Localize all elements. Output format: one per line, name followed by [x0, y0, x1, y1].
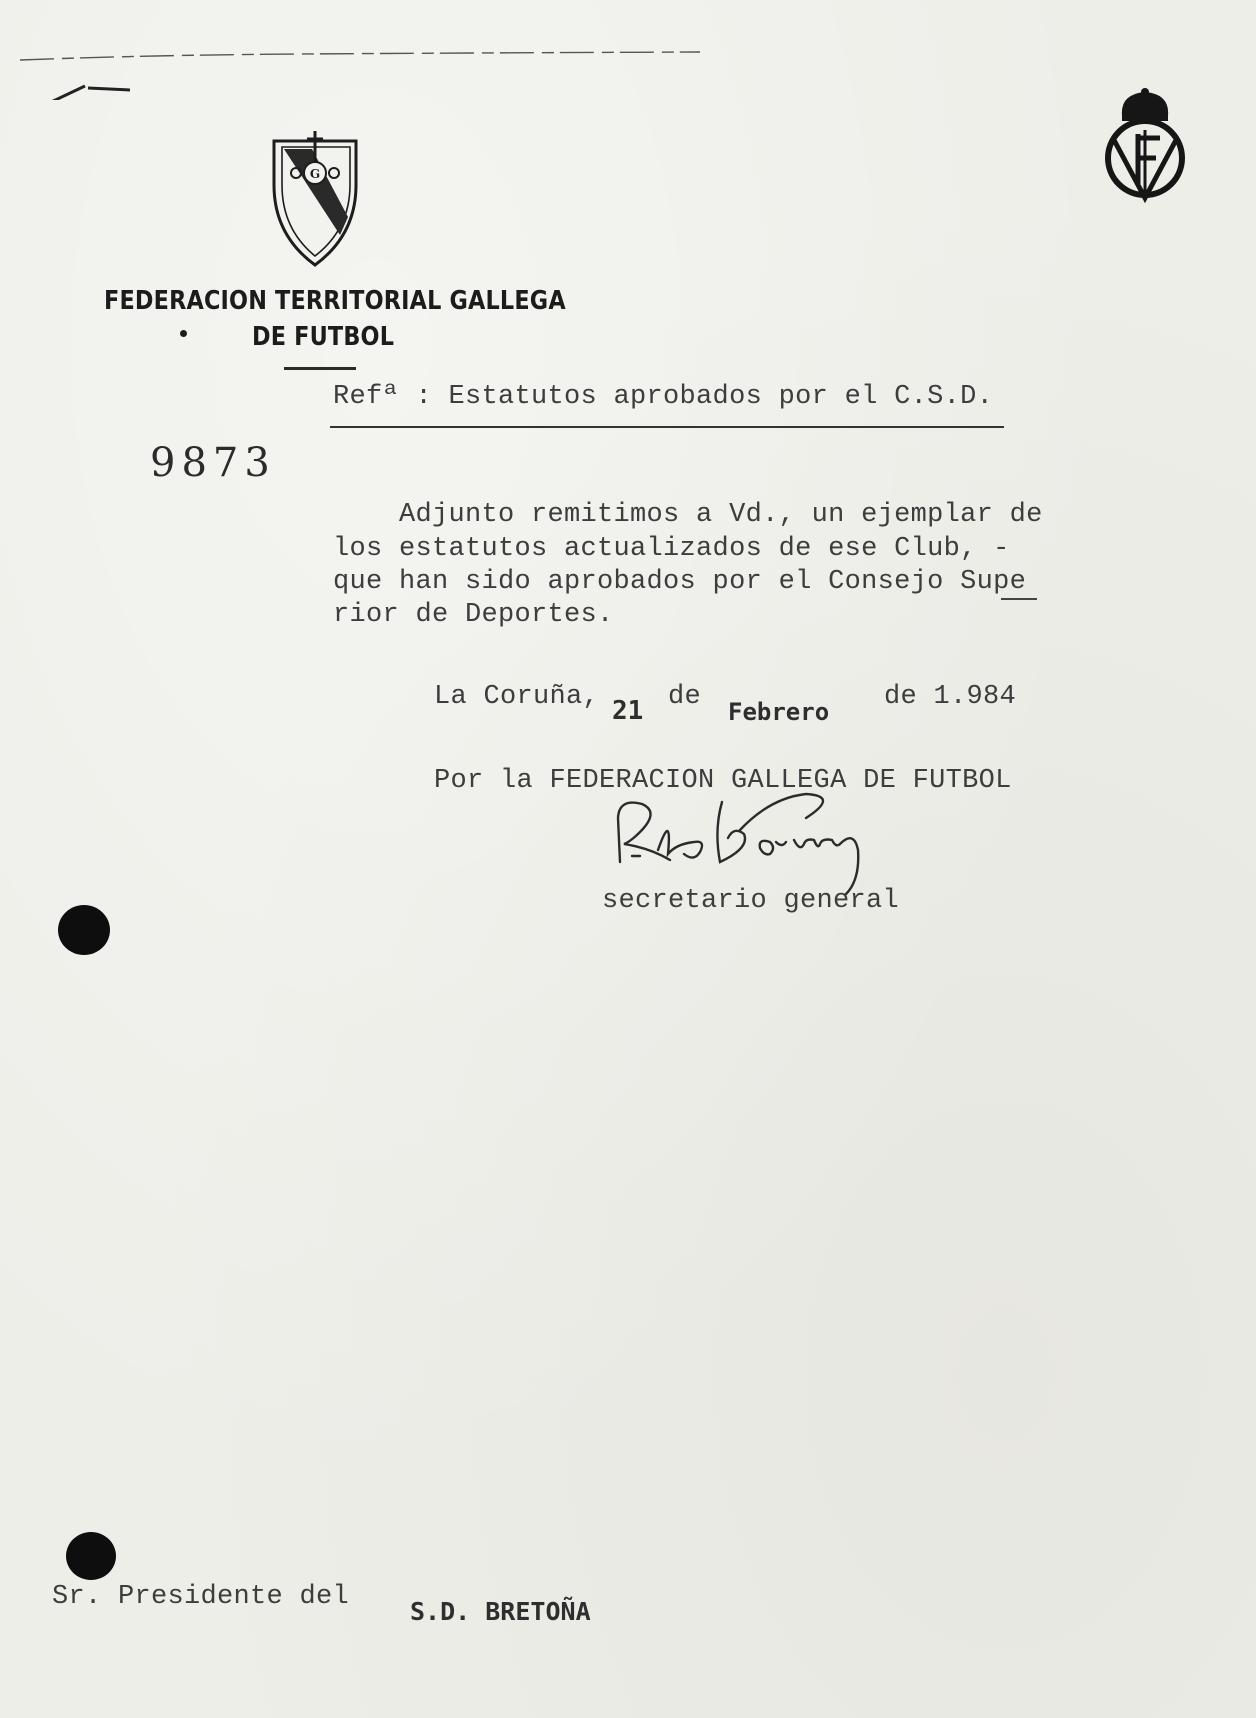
body-line-3: que han sido aprobados por el Consejo Supe — [333, 567, 1027, 597]
royal-federation-crest-logo — [1100, 86, 1190, 204]
date-de: de — [668, 682, 702, 712]
signature-title: secretario general — [602, 886, 900, 916]
date-place: La Coruña, — [434, 682, 600, 712]
federation-shield-logo — [270, 125, 360, 270]
paper-top-mark — [0, 30, 760, 100]
svg-text:G: G — [309, 167, 321, 181]
addressee-club: S.D. BRETOÑA — [410, 1597, 591, 1626]
body-line-1: Adjunto remitimos a Vd., un ejemplar de — [333, 500, 1043, 530]
letterhead-underline — [284, 367, 356, 370]
register-number: 9873 — [150, 440, 276, 486]
body-line-4: rior de Deportes. — [333, 600, 614, 630]
reference-underline — [330, 426, 1004, 428]
letterhead-bullet — [180, 330, 187, 337]
letterhead-org-line-1: FEDERACION TERRITORIAL GALLEGA — [104, 286, 566, 316]
date-month: Febrero — [728, 698, 830, 726]
date-day: 21 — [612, 696, 644, 726]
reference-line: Refª : Estatutos aprobados por el C.S.D. — [333, 382, 994, 412]
handwritten-signature — [610, 790, 940, 900]
addressee-prefix: Sr. Presidente del — [52, 1582, 350, 1612]
hyphen-underline — [1001, 598, 1037, 600]
punch-hole-bottom — [66, 1532, 116, 1580]
signature-org-line: Por la FEDERACION GALLEGA DE FUTBOL — [434, 766, 1012, 796]
body-line-2: los estatutos actualizados de ese Club, - — [333, 534, 1010, 564]
date-year: de 1.984 — [884, 682, 1017, 712]
letterhead-org-line-2: DE FUTBOL — [252, 322, 395, 352]
punch-hole-top — [58, 905, 110, 955]
